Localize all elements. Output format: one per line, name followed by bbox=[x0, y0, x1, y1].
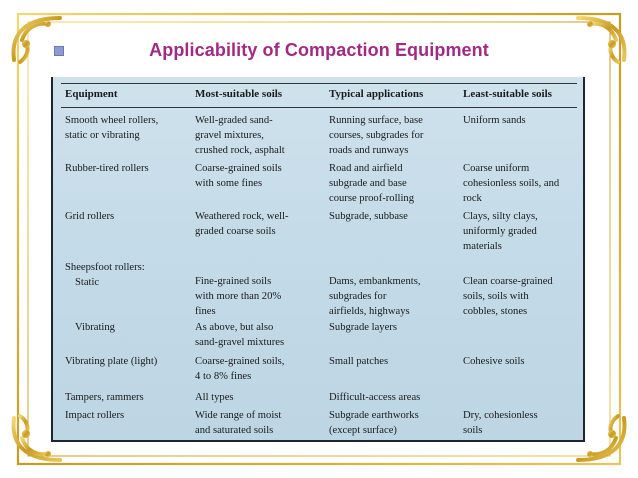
cell-line: static or vibrating bbox=[65, 130, 140, 141]
cell-line: course proof-rolling bbox=[329, 193, 415, 204]
cell-line: Small patches bbox=[329, 356, 389, 367]
cell-line: courses, subgrades for bbox=[329, 130, 424, 141]
cell-typical-applications bbox=[329, 274, 421, 319]
cell-equipment bbox=[65, 390, 144, 405]
cell-line: airfields, highways bbox=[329, 306, 410, 317]
slide-title: Applicability of Compaction Equipment bbox=[149, 40, 489, 60]
cell-line: Fine-grained soils bbox=[195, 276, 272, 287]
header-equipment: Equipment bbox=[65, 88, 118, 100]
cell-line: with more than 20% bbox=[195, 291, 282, 302]
cell-line: subgrades for bbox=[329, 291, 387, 302]
cell-line: cobbles, stones bbox=[463, 306, 528, 317]
cell-typical-applications bbox=[329, 408, 419, 438]
cell-line: Weathered rock, well- bbox=[195, 211, 289, 222]
table-top-rule bbox=[61, 83, 577, 84]
cell-line: Sheepsfoot rollers: bbox=[65, 262, 145, 273]
cell-most-suitable-soils bbox=[195, 209, 289, 239]
table-header-rule bbox=[61, 107, 577, 108]
cell-equipment bbox=[65, 209, 114, 224]
cell-line: Rubber-tired rollers bbox=[65, 163, 149, 174]
cell-equipment bbox=[65, 320, 115, 335]
cell-line: rock bbox=[463, 193, 482, 204]
cell-line: Dams, embankments, bbox=[329, 276, 421, 287]
cell-line: (except surface) bbox=[329, 425, 397, 436]
cell-line: Coarse uniform bbox=[463, 163, 530, 174]
cell-line: Vibrating bbox=[75, 322, 115, 333]
cell-line: sand-gravel mixtures bbox=[195, 337, 285, 348]
cell-least-suitable-soils bbox=[463, 209, 538, 254]
compaction-equipment-table bbox=[51, 77, 585, 442]
cell-typical-applications bbox=[329, 161, 414, 206]
cell-line: All types bbox=[195, 392, 234, 403]
cell-most-suitable-soils bbox=[195, 320, 284, 350]
cell-line: Subgrade earthworks bbox=[329, 410, 419, 421]
cell-line: As above, but also bbox=[195, 322, 274, 333]
cell-least-suitable-soils bbox=[463, 408, 538, 438]
cell-line: gravel mixtures, bbox=[195, 130, 264, 141]
cell-line: Smooth wheel rollers, bbox=[65, 115, 159, 126]
cell-most-suitable-soils bbox=[195, 390, 234, 405]
cell-typical-applications bbox=[329, 354, 388, 369]
cell-equipment bbox=[65, 354, 157, 369]
cell-equipment bbox=[65, 113, 158, 143]
cell-line: Subgrade, subbase bbox=[329, 211, 408, 222]
cell-most-suitable-soils bbox=[195, 354, 284, 384]
cell-line: roads and runways bbox=[329, 145, 409, 156]
cell-least-suitable-soils bbox=[463, 161, 559, 206]
cell-line: Coarse-grained soils, bbox=[195, 356, 285, 367]
cell-most-suitable-soils bbox=[195, 113, 285, 158]
cell-least-suitable-soils bbox=[463, 113, 526, 128]
cell-typical-applications bbox=[329, 390, 420, 405]
cell-least-suitable-soils bbox=[463, 274, 553, 319]
cell-line: Well-graded sand- bbox=[195, 115, 273, 126]
cell-least-suitable-soils bbox=[463, 354, 525, 369]
header-most-suitable-soils: Most-suitable soils bbox=[195, 88, 283, 100]
cell-line: Running surface, base bbox=[329, 115, 423, 126]
cell-line: Uniform sands bbox=[463, 115, 526, 126]
cell-line: uniformly graded bbox=[463, 226, 537, 237]
cell-line: crushed rock, asphalt bbox=[195, 145, 285, 156]
cell-line: 4 to 8% fines bbox=[195, 371, 252, 382]
header-typical-applications: Typical applications bbox=[329, 88, 424, 100]
cell-line: Grid rollers bbox=[65, 211, 115, 222]
cell-line: Dry, cohesionless bbox=[463, 410, 538, 421]
cell-line: materials bbox=[463, 241, 502, 252]
cell-line: Impact rollers bbox=[65, 410, 125, 421]
cell-line: Tampers, rammers bbox=[65, 392, 144, 403]
cell-line: Cohesive soils bbox=[463, 356, 525, 367]
cell-typical-applications bbox=[329, 320, 397, 335]
cell-typical-applications bbox=[329, 113, 423, 158]
cell-line: and saturated soils bbox=[195, 425, 274, 436]
cell-line: Wide range of moist bbox=[195, 410, 282, 421]
cell-equipment bbox=[65, 408, 124, 423]
cell-typical-applications bbox=[329, 209, 408, 224]
cell-line: soils bbox=[463, 425, 483, 436]
cell-line: Clays, silty clays, bbox=[463, 211, 538, 222]
cell-line: soils, soils with bbox=[463, 291, 529, 302]
cell-line: Static bbox=[75, 277, 100, 288]
cell-line: subgrade and base bbox=[329, 178, 407, 189]
cell-line: graded coarse soils bbox=[195, 226, 276, 237]
cell-most-suitable-soils bbox=[195, 274, 281, 319]
cell-line: Difficult-access areas bbox=[329, 392, 421, 403]
cell-equipment bbox=[65, 161, 149, 176]
cell-line: Road and airfield bbox=[329, 163, 403, 174]
cell-line: Clean coarse-grained bbox=[463, 276, 553, 287]
cell-line: Coarse-grained soils bbox=[195, 163, 282, 174]
cell-most-suitable-soils bbox=[195, 161, 282, 191]
cell-line: Subgrade layers bbox=[329, 322, 397, 333]
header-least-suitable-soils: Least-suitable soils bbox=[463, 88, 552, 100]
cell-line: with some fines bbox=[195, 178, 263, 189]
cell-most-suitable-soils bbox=[195, 408, 281, 438]
cell-line: fines bbox=[195, 306, 216, 317]
cell-equipment bbox=[65, 260, 145, 290]
cell-line: Vibrating plate (light) bbox=[65, 356, 158, 367]
cell-line: cohesionless soils, and bbox=[463, 178, 560, 189]
